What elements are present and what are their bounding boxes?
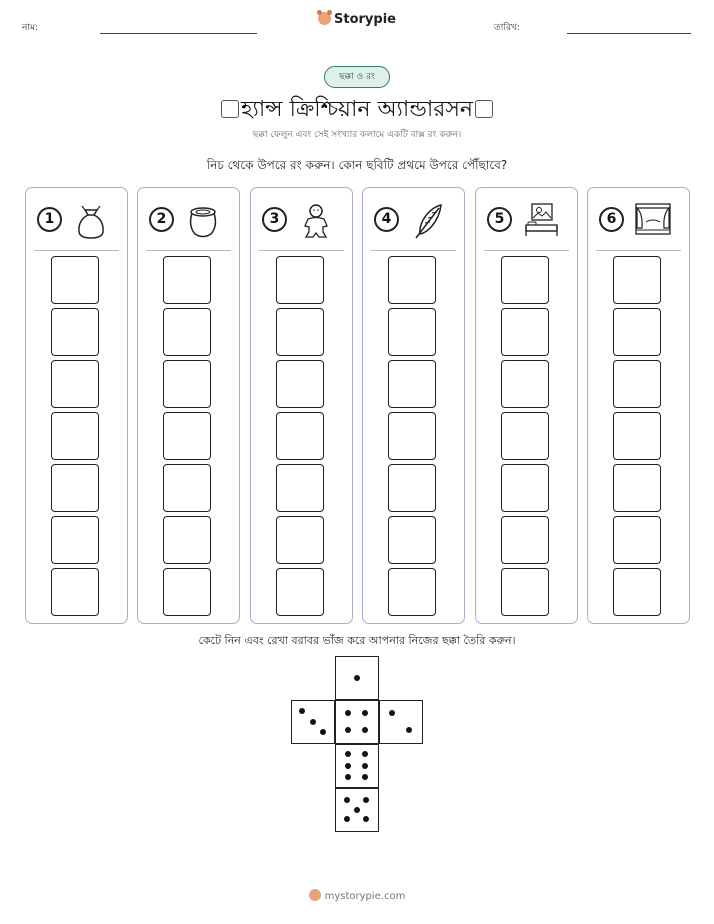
color-box[interactable]: [501, 568, 549, 616]
dice-pip: [363, 816, 369, 822]
color-box[interactable]: [388, 256, 436, 304]
column-number: 4: [374, 207, 399, 232]
color-box[interactable]: [163, 308, 211, 356]
dice-pip: [299, 708, 305, 714]
dice-pip: [320, 729, 326, 735]
column-6: [587, 187, 690, 624]
column-number: 6: [599, 207, 624, 232]
color-box[interactable]: [501, 256, 549, 304]
color-box[interactable]: [501, 308, 549, 356]
color-box[interactable]: [51, 360, 99, 408]
dice-pip: [310, 719, 316, 725]
color-box[interactable]: [51, 308, 99, 356]
column-divider: [484, 250, 569, 251]
date-label: তারিখ:: [494, 23, 520, 33]
color-box[interactable]: [613, 360, 661, 408]
color-box[interactable]: [388, 464, 436, 512]
column-3: [250, 187, 353, 624]
column-divider: [596, 250, 681, 251]
color-box[interactable]: [51, 412, 99, 460]
color-box[interactable]: [613, 516, 661, 564]
color-box[interactable]: [613, 568, 661, 616]
color-box[interactable]: [276, 308, 324, 356]
brand-logo: Storypie: [0, 12, 714, 27]
color-box[interactable]: [501, 412, 549, 460]
color-box[interactable]: [388, 516, 436, 564]
cut-instruction: কেটে নিন এবং রেখা বরাবর ভাঁজ করে আপনার নিজের ছক্কা তৈরি করুন।: [198, 634, 516, 647]
category-badge: ছক্কা ও রং: [324, 66, 390, 88]
color-box[interactable]: [613, 308, 661, 356]
feather-icon: [408, 200, 448, 240]
question: নিচ থেকে উপরে রং করুন। কোন ছবিটি প্রথমে উপরে পৌঁছাবে?: [206, 158, 508, 172]
name-label: নাম:: [22, 23, 39, 33]
column-divider: [371, 250, 456, 251]
dice-pip: [345, 751, 351, 757]
pot-icon: [183, 200, 223, 240]
column-divider: [146, 250, 231, 251]
dice-pip: [363, 797, 369, 803]
column-number: 5: [487, 207, 512, 232]
dice-pip: [362, 774, 368, 780]
color-box[interactable]: [51, 464, 99, 512]
column-number: 3: [262, 207, 287, 232]
bed-window-icon: [521, 200, 561, 240]
dice-face-6: [335, 744, 379, 788]
footer: [0, 889, 714, 902]
color-box[interactable]: [163, 412, 211, 460]
theater-stage-icon: [633, 200, 673, 240]
title-decoration-icon: [221, 100, 239, 118]
column-5: [475, 187, 578, 624]
dice-pip: [362, 751, 368, 757]
color-box[interactable]: [276, 516, 324, 564]
color-box[interactable]: [276, 464, 324, 512]
dice-pip: [344, 797, 350, 803]
column-number: 1: [37, 207, 62, 232]
color-box[interactable]: [388, 360, 436, 408]
dice-face-3: [291, 700, 335, 744]
date-line: [567, 33, 691, 34]
color-box[interactable]: [613, 412, 661, 460]
color-box[interactable]: [51, 256, 99, 304]
color-box[interactable]: [388, 568, 436, 616]
column-2: [137, 187, 240, 624]
sack-icon: [71, 200, 111, 240]
page-title: হ্যান্স ক্রিশ্চিয়ান অ্যান্ডারসন: [0, 92, 714, 129]
dice-face-4: [335, 700, 379, 744]
color-box[interactable]: [388, 412, 436, 460]
dice-pip: [362, 763, 368, 769]
dice-face-1: [335, 656, 379, 700]
color-box[interactable]: [163, 360, 211, 408]
dice-face-2: [379, 700, 423, 744]
doll-icon: [296, 200, 336, 240]
footer-url: mystorypie.com: [324, 891, 406, 902]
color-box[interactable]: [51, 568, 99, 616]
bear-logo-icon: [309, 889, 321, 901]
name-line: [100, 33, 257, 34]
color-box[interactable]: [613, 256, 661, 304]
color-box[interactable]: [276, 412, 324, 460]
title-decoration-icon: [475, 100, 493, 118]
dice-pip: [345, 710, 351, 716]
column-divider: [259, 250, 344, 251]
instructions: ছক্কা ফেলুন এবং সেই সংখ্যার কলামে একটি বাক্স রং করুন।: [252, 130, 462, 140]
color-box[interactable]: [276, 360, 324, 408]
column-divider: [34, 250, 119, 251]
dice-pip: [389, 710, 395, 716]
color-box[interactable]: [163, 516, 211, 564]
dice-pip: [344, 816, 350, 822]
color-box[interactable]: [276, 568, 324, 616]
dice-pip: [354, 675, 360, 681]
dice-pip: [345, 763, 351, 769]
dice-pip: [345, 774, 351, 780]
color-box[interactable]: [163, 256, 211, 304]
dice-pip: [362, 727, 368, 733]
color-box[interactable]: [51, 516, 99, 564]
color-box[interactable]: [501, 464, 549, 512]
dice-face-5: [335, 788, 379, 832]
color-box[interactable]: [501, 516, 549, 564]
color-box[interactable]: [276, 256, 324, 304]
color-box[interactable]: [501, 360, 549, 408]
column-number: 2: [149, 207, 174, 232]
color-box[interactable]: [163, 568, 211, 616]
column-1: [25, 187, 128, 624]
dice-pip: [345, 727, 351, 733]
dice-pip: [362, 710, 368, 716]
dice-pip: [354, 807, 360, 813]
dice-pip: [406, 727, 412, 733]
column-4: [362, 187, 465, 624]
color-box[interactable]: [388, 308, 436, 356]
bear-logo-icon: [318, 12, 331, 25]
color-box[interactable]: [613, 464, 661, 512]
color-box[interactable]: [163, 464, 211, 512]
